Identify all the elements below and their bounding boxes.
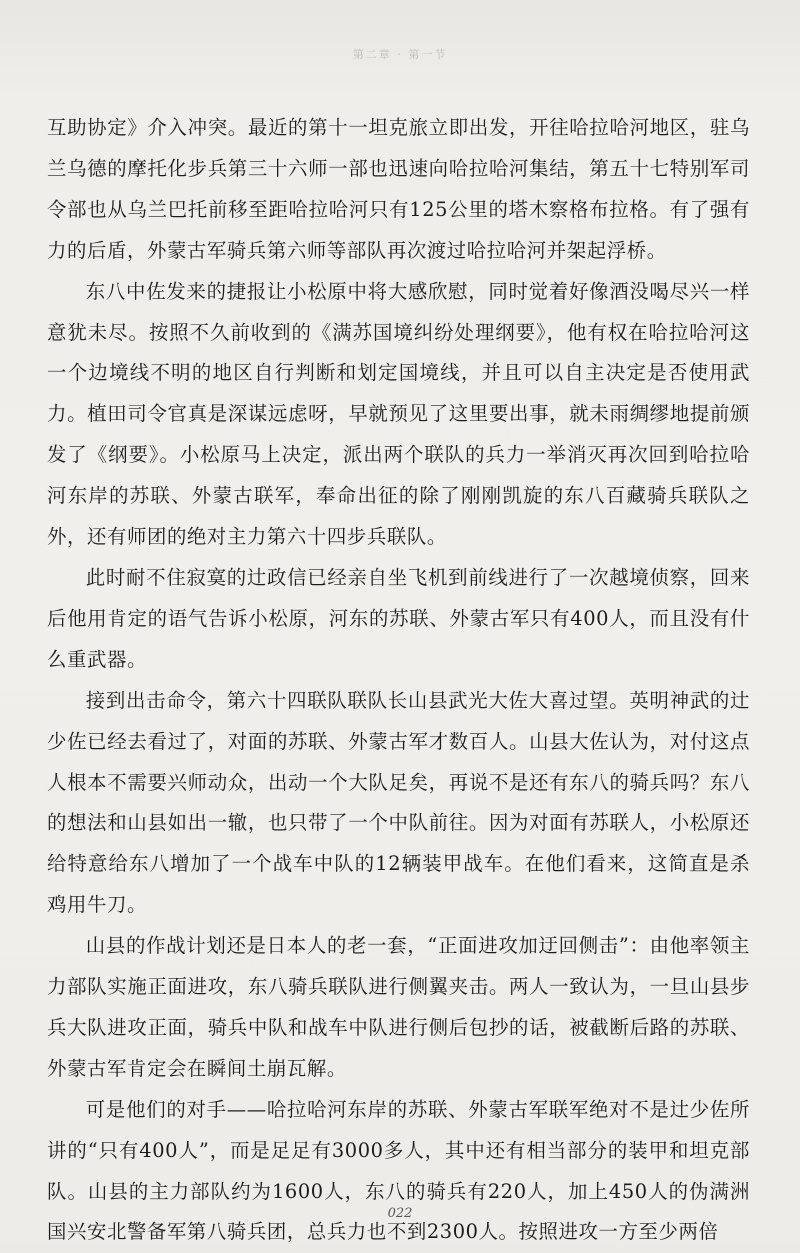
page-number: 022 [387, 1206, 413, 1221]
body-text [47, 108, 750, 1253]
paragraph-3: 此时耐不住寂寞的辻政信已经亲自坐飞机到前线进行了一次越境侦察，回来后他用肯定的语气告诉小松原，河东的苏联、外蒙古军只有400人，而且没有什么重武器。 [47, 565, 750, 671]
paragraph-6: 可是他们的对手——哈拉哈河东岸的苏联、外蒙古军联军绝对不是辻少佐所讲的“只有400人”，而是足足有3000多人，其中还有相当部分的装甲和坦克部队。山县的主力部队约为1600人，东八的骑兵有220人，加上450人的伪满洲国兴安北警备军第八骑兵团，总兵力也不到2300人。按照进攻一方至少两倍 [47, 1097, 750, 1244]
paragraph-1: 互助协定》介入冲突。最近的第十一坦克旅立即出发，开往哈拉哈河地区，驻乌兰乌德的摩托化步兵第三十六师一部也迅速向哈拉哈河集结，第五十七特别军司令部也从乌兰巴托前移至距哈拉哈河只有125公里的塔木察格布拉格。有了强有力的后盾，外蒙古军骑兵第六师等部队再次渡过哈拉哈河并架起浮桥。 [47, 116, 750, 262]
running-head: 第二章 · 第一节 [352, 48, 448, 61]
paragraph-2: 东八中佐发来的捷报让小松原中将大感欣慰，同时觉着好像酒没喝尽兴一样意犹未尽。按照不久前收到的《满苏国境纠纷处理纲要》，他有权在哈拉哈河这一个边境线不明的地区自行判断和划定国境线，并且可以自主决定是否使用武力。植田司令官真是深谋远虑呀，早就预见了这里要出事，就未雨绸缪地提前颁发了《纲要》。小松原马上决定，派出两个联队的兵力一举消灭再次回到哈拉哈河东岸的苏联、外蒙古联军，奉命出征的除了刚刚凯旋的东八百藏骑兵联队之外，还有师团的绝对主力第六十四步兵联队。 [47, 279, 750, 549]
paragraph-4: 接到出击命令，第六十四联队联队长山县武光大佐大喜过望。英明神武的辻少佐已经去看过了，对面的苏联、外蒙古军才数百人。山县大佐认为，对付这点人根本不需要兴师动众，出动一个大队足矣，再说不是还有东八的骑兵吗？东八的想法和山县如出一辙，也只带了一个中队前往。因为对面有苏联人，小松原还给特意给东八增加了一个战车中队的12辆装甲战车。在他们看来，这简直是杀鸡用牛刀。 [47, 688, 750, 917]
paragraph-5: 山县的作战计划还是日本人的老一套，“正面进攻加迂回侧击”：由他率领主力部队实施正面进攻，东八骑兵联队进行侧翼夹击。两人一致认为，一旦山县步兵大队进攻正面，骑兵中队和战车中队进行侧后包抄的话，被截断后路的苏联、外蒙古军肯定会在瞬间土崩瓦解。 [47, 934, 750, 1080]
